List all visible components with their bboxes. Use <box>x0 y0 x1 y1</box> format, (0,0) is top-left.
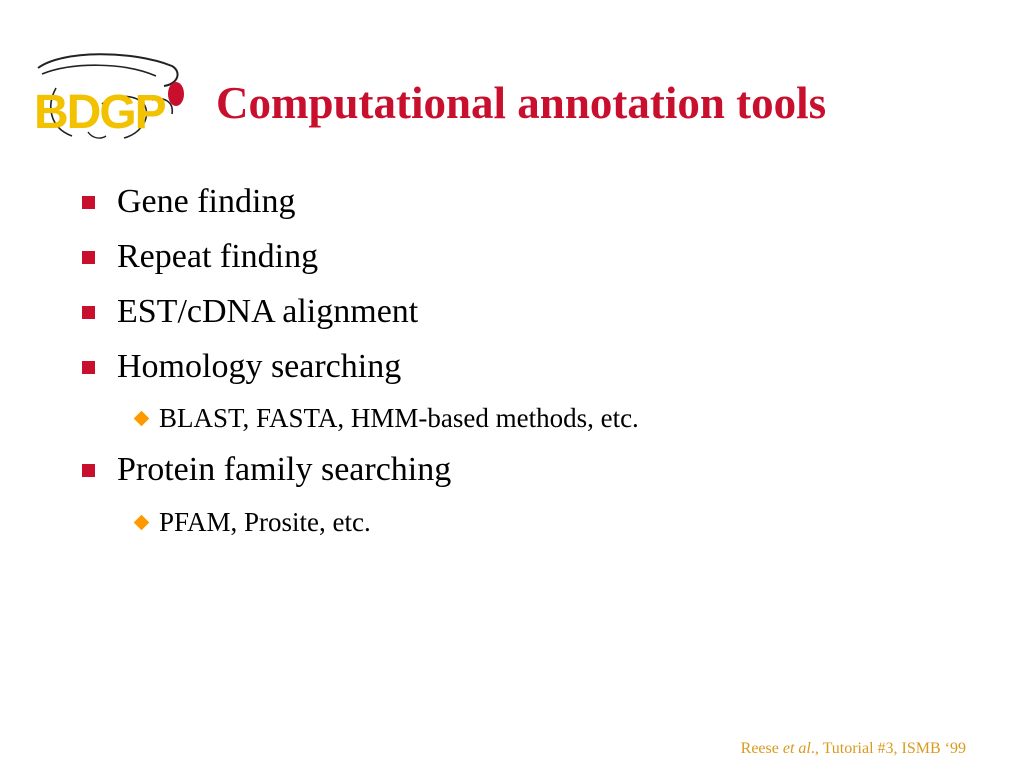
square-bullet-icon <box>82 361 95 374</box>
square-bullet-icon <box>82 196 95 209</box>
slide-footer <box>741 740 966 758</box>
bullet-text: Homology searching <box>117 348 402 385</box>
diamond-bullet-icon <box>134 410 150 426</box>
sub-bullet-item <box>134 401 639 435</box>
square-bullet-icon <box>82 251 95 264</box>
bullet-item <box>82 292 418 332</box>
diamond-bullet-icon <box>134 514 150 530</box>
sub-bullet-text: BLAST, FASTA, HMM-based methods, etc. <box>159 403 639 433</box>
bullet-text: EST/cDNA alignment <box>117 293 419 330</box>
bullet-item <box>82 182 295 222</box>
logo-text: BDGP <box>34 86 165 139</box>
bullet-text: Gene finding <box>117 183 296 220</box>
bullet-text: Protein family searching <box>117 451 452 488</box>
sub-bullet-item <box>134 505 371 539</box>
footer-author: Reese <box>740 740 783 757</box>
bullet-item <box>82 237 318 277</box>
sub-bullet-text: PFAM, Prosite, etc. <box>159 507 371 537</box>
square-bullet-icon <box>82 464 95 477</box>
footer-citation: ., Tutorial #3, ISMB ‘99 <box>810 740 966 757</box>
footer-etal: et al <box>782 740 811 757</box>
bullet-item <box>82 347 401 387</box>
slide-title: Computational annotation tools <box>216 78 827 128</box>
bullet-text: Repeat finding <box>117 238 319 275</box>
bullet-item <box>82 450 451 490</box>
square-bullet-icon <box>82 306 95 319</box>
